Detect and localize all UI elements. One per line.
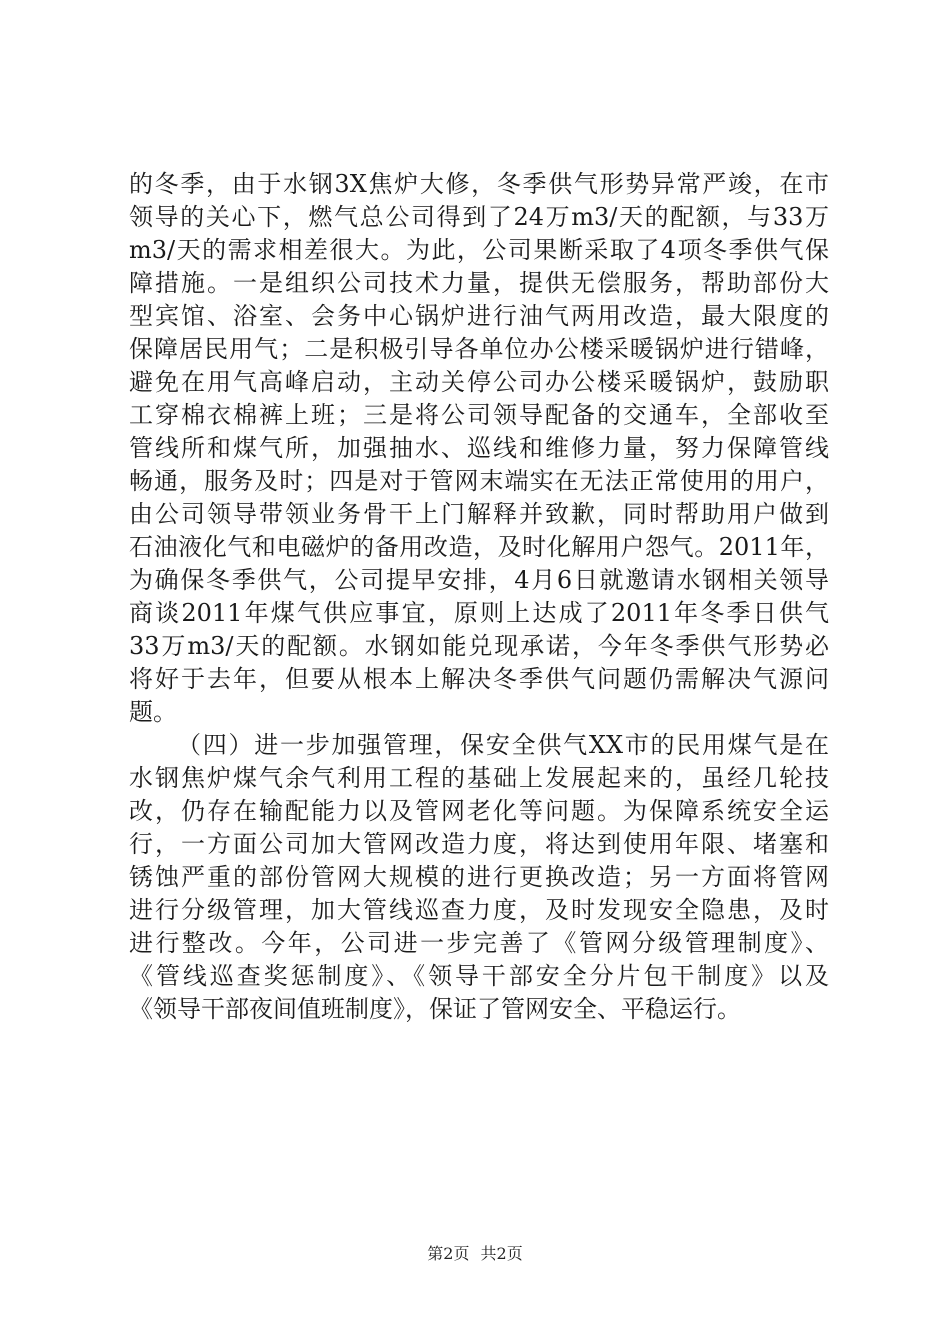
text-line: m3/天的需求相差很大。为此，公司果断采取了4项冬季供气保 xyxy=(129,236,829,264)
text-line: 《领导干部夜间值班制度》，保证了管网安全、平稳运行。 xyxy=(129,995,741,1023)
text-line: 障措施。一是组织公司技术力量，提供无偿服务，帮助部份大 xyxy=(129,269,829,297)
page-footer xyxy=(0,1244,950,1264)
text-line: 的冬季，由于水钢3X焦炉大修，冬季供气形势异常严竣，在市 xyxy=(129,170,829,198)
text-line: 行，一方面公司加大管网改造力度，将达到使用年限、堵塞和 xyxy=(129,830,829,858)
text-line: 水钢焦炉煤气余气利用工程的基础上发展起来的，虽经几轮技 xyxy=(129,764,829,792)
text-line: 领导的关心下，燃气总公司得到了24万m3/天的配额，与33万 xyxy=(129,203,829,231)
page-number: 第2页 xyxy=(427,1244,470,1263)
text-line: 管线所和煤气所，加强抽水、巡线和维修力量，努力保障管线 xyxy=(129,434,829,462)
text-line: 将好于去年，但要从根本上解决冬季供气问题仍需解决气源问 xyxy=(129,665,829,693)
page-total: 共2页 xyxy=(480,1244,523,1263)
text-line: 改，仍存在输配能力以及管网老化等问题。为保障系统安全运 xyxy=(129,797,829,825)
text-line: 石油液化气和电磁炉的备用改造，及时化解用户怨气。2011年， xyxy=(129,533,829,561)
text-line: 商谈2011年煤气供应事宜，原则上达成了2011年冬季日供气 xyxy=(129,599,829,627)
text-line: 工穿棉衣棉裤上班；三是将公司领导配备的交通车，全部收至 xyxy=(129,401,829,429)
text-line: 33万m3/天的配额。水钢如能兑现承诺，今年冬季供气形势必 xyxy=(129,632,829,660)
text-line: 畅通，服务及时；四是对于管网末端实在无法正常使用的用户， xyxy=(129,467,829,495)
document-body xyxy=(129,168,829,1026)
section-heading-line: （四）进一步加强管理，保安全供气XX市的民用煤气是在 xyxy=(177,731,829,759)
text-line: 进行整改。今年，公司进一步完善了《管网分级管理制度》、 xyxy=(129,929,829,957)
text-line: 保障居民用气；二是积极引导各单位办公楼采暖锅炉进行错峰， xyxy=(129,335,829,363)
text-line: 锈蚀严重的部份管网大规模的进行更换改造；另一方面将管网 xyxy=(129,863,829,891)
text-line: 型宾馆、浴室、会务中心锅炉进行油气两用改造，最大限度的 xyxy=(129,302,829,330)
text-line: 避免在用气高峰启动，主动关停公司办公楼采暖锅炉，鼓励职 xyxy=(129,368,829,396)
text-line: 进行分级管理，加大管线巡查力度，及时发现安全隐患，及时 xyxy=(129,896,829,924)
text-line: 为确保冬季供气，公司提早安排，4月6日就邀请水钢相关领导 xyxy=(129,566,829,594)
text-line: 《管线巡查奖惩制度》、《领导干部安全分片包干制度》以及 xyxy=(129,962,829,990)
text-line: 题。 xyxy=(129,698,177,726)
text-line: 由公司领导带领业务骨干上门解释并致歉，同时帮助用户做到 xyxy=(129,500,829,528)
